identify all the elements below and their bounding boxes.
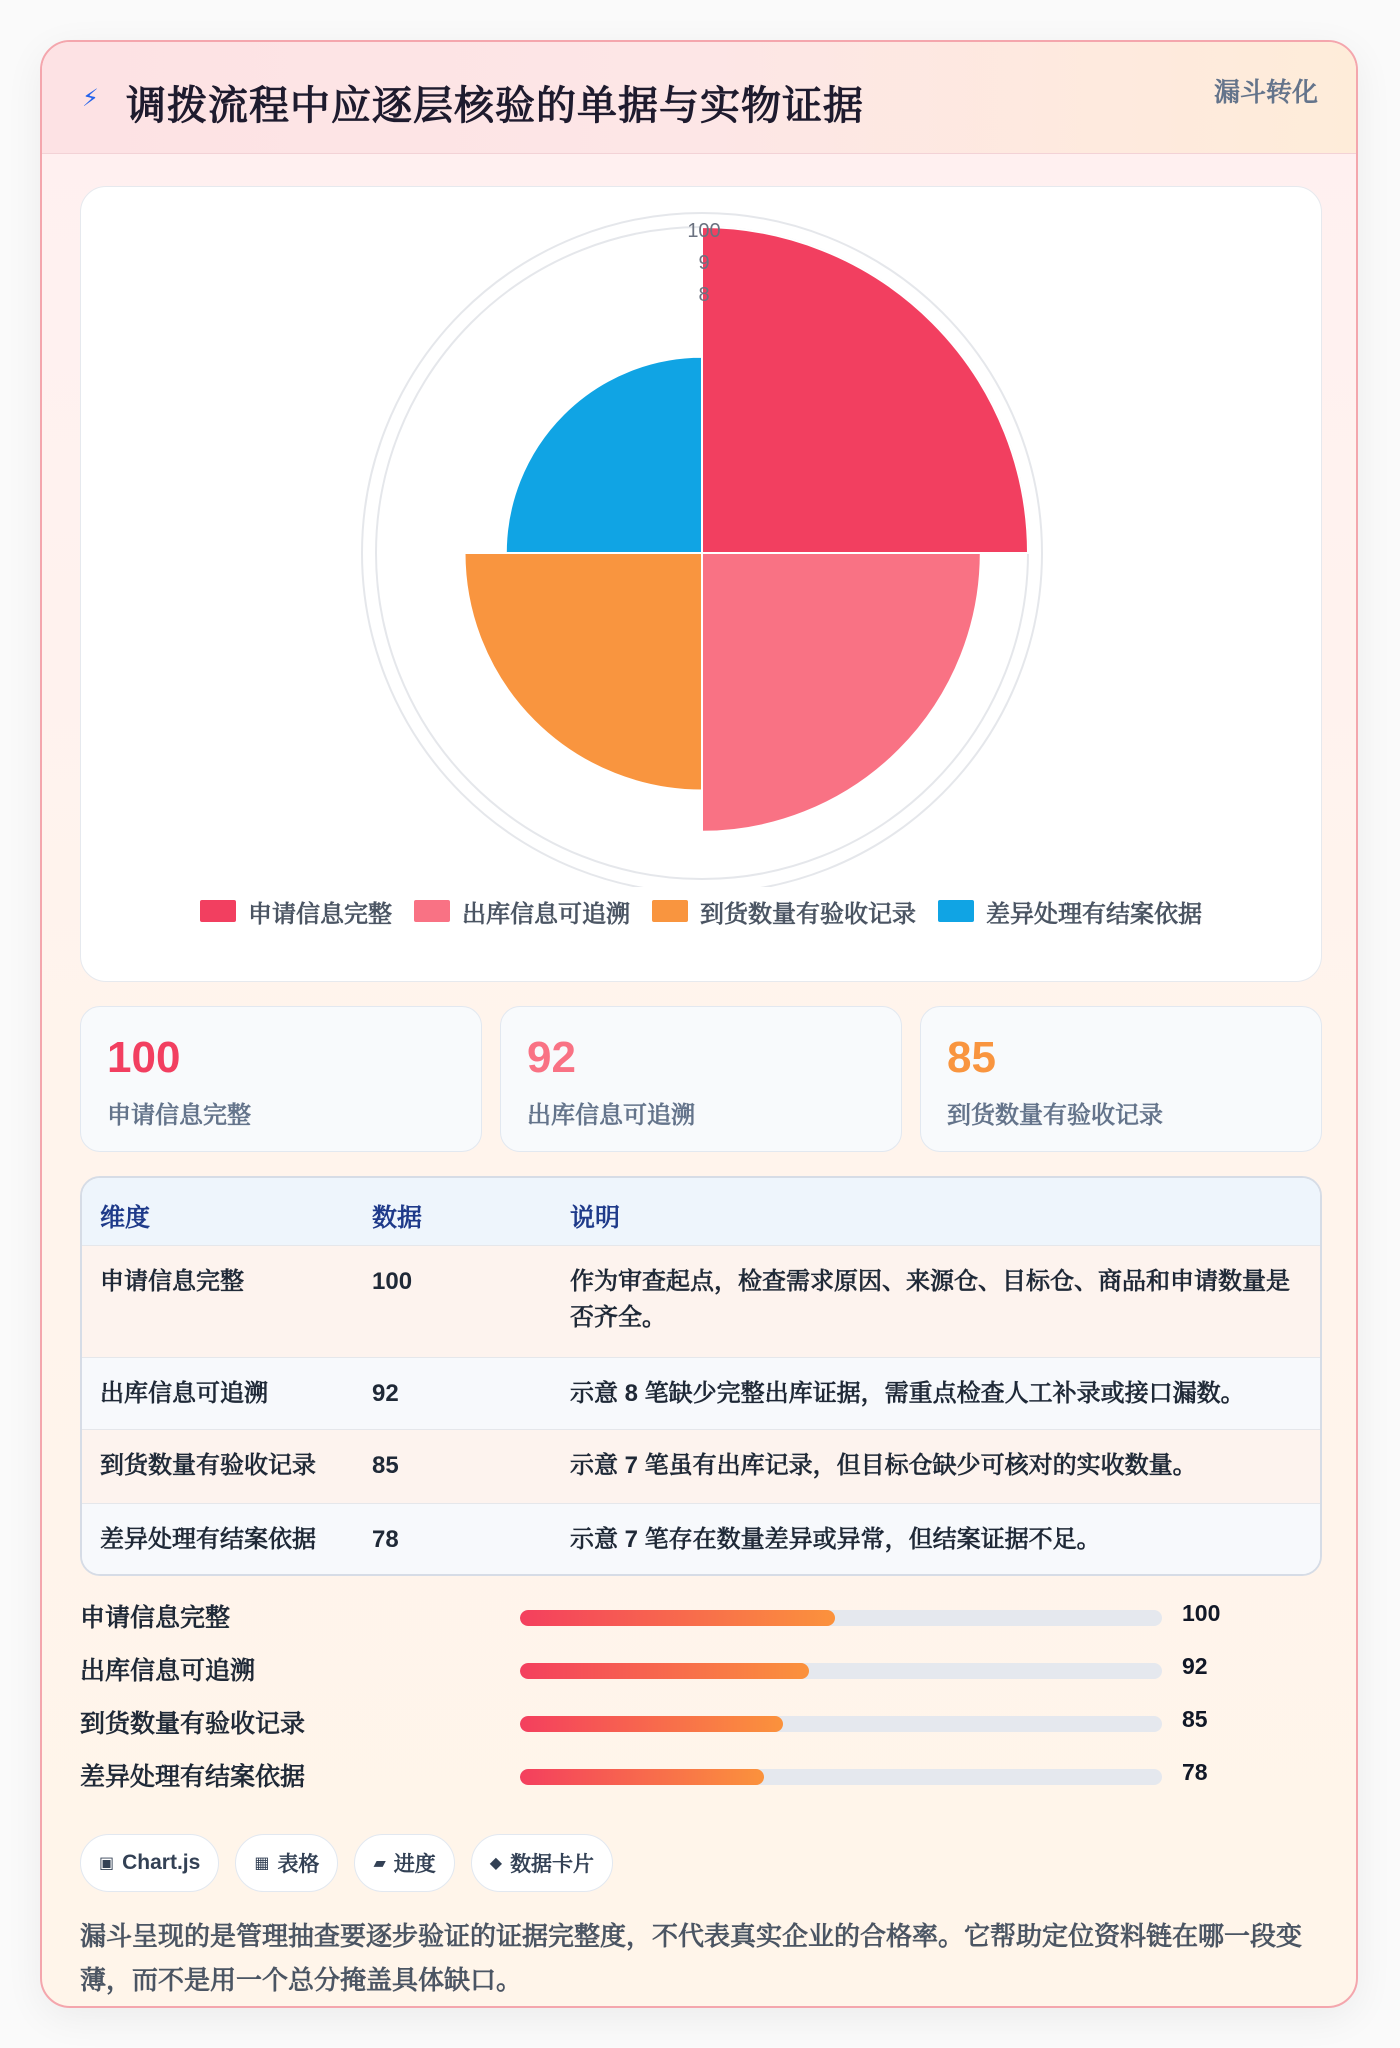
progress-label: 出库信息可追溯: [80, 1657, 256, 1685]
chip-label: 进度: [393, 1853, 436, 1876]
progress-row: [80, 1649, 1322, 1689]
progress-label: 到货数量有验收记录: [80, 1710, 306, 1738]
table-cell-value: 85: [372, 1452, 399, 1479]
card-header: [42, 42, 1356, 154]
stat-card: [80, 1006, 482, 1152]
progress-track: [520, 1716, 1162, 1732]
legend-item[interactable]: [652, 894, 916, 929]
progress-bars: [80, 1596, 1322, 1816]
progress-value: 92: [1182, 1653, 1208, 1679]
table-header-row: [82, 1178, 1320, 1246]
chip-label: 数据卡片: [510, 1853, 595, 1876]
table-header-cell: 说明: [570, 1204, 621, 1232]
stat-label: 申请信息完整: [107, 1102, 251, 1129]
radial-tick-label: 100: [687, 220, 721, 242]
progress-label: 差异处理有结案依据: [80, 1763, 306, 1791]
polar-wedge[interactable]: [506, 357, 702, 553]
stat-value: 100: [107, 1033, 181, 1082]
legend-swatch: [200, 900, 236, 922]
legend-item[interactable]: [414, 894, 630, 929]
table-row: [82, 1504, 1320, 1576]
chart-icon: ▣: [99, 1855, 115, 1872]
progress-label: 申请信息完整: [80, 1604, 231, 1632]
footnote: 漏斗呈现的是管理抽查要逐步验证的证据完整度，不代表真实企业的合格率。它帮助定位资料链在哪一段变薄，而不是用一个总分掩盖具体缺口。: [80, 1921, 1303, 1995]
legend-swatch: [414, 900, 450, 922]
table-cell-description: 示意 7 笔虽有出库记录，但目标仓缺少可核对的实收数量。: [570, 1452, 1197, 1479]
progress-track: [520, 1769, 1162, 1785]
table-cell-description: 示意 8 笔缺少完整出库证据，需重点检查人工补录或接口漏数。: [570, 1380, 1245, 1407]
table-cell-value: 100: [372, 1268, 413, 1295]
progress-icon: ▰: [373, 1855, 386, 1872]
report-card: [40, 40, 1358, 2008]
progress-track: [520, 1610, 1162, 1626]
stat-value: 85: [947, 1033, 996, 1082]
table-cell-dimension: 出库信息可追溯: [100, 1380, 268, 1407]
table-cell-value: 92: [372, 1380, 399, 1407]
legend-item[interactable]: [938, 894, 1202, 929]
polar-wedge[interactable]: [465, 553, 703, 791]
legend-label: 申请信息完整: [248, 900, 392, 928]
progress-track: [520, 1663, 1162, 1679]
data-table: [80, 1176, 1322, 1576]
progress-row: [80, 1755, 1322, 1795]
chart-type-tag: 漏斗转化: [1213, 77, 1318, 107]
legend-label: 出库信息可追溯: [462, 900, 630, 928]
table-row: [82, 1358, 1320, 1430]
table-cell-dimension: 申请信息完整: [100, 1268, 244, 1295]
progress-value: 78: [1182, 1759, 1208, 1785]
card-icon: ◆: [489, 1855, 503, 1872]
polar-wedge[interactable]: [702, 553, 981, 832]
table-header-cell: 数据: [372, 1204, 423, 1232]
legend-label: 到货数量有验收记录: [700, 900, 916, 928]
tag-chips: [80, 1834, 613, 1892]
progress-fill: [520, 1610, 835, 1626]
polar-wedge[interactable]: [702, 227, 1028, 553]
table-cell-dimension: 差异处理有结案依据: [100, 1526, 316, 1553]
chip-data-card[interactable]: [471, 1834, 613, 1892]
stat-label: 到货数量有验收记录: [947, 1102, 1163, 1129]
chip-table[interactable]: [235, 1834, 338, 1892]
table-cell-value: 78: [372, 1526, 399, 1553]
chip-label: 表格: [277, 1853, 320, 1876]
progress-fill: [520, 1663, 809, 1679]
stat-card: [500, 1006, 902, 1152]
table-header-cell: 维度: [100, 1204, 151, 1232]
table-cell-description: 示意 7 笔存在数量差异或异常，但结案证据不足。: [570, 1526, 1101, 1553]
legend-item[interactable]: [200, 894, 392, 929]
table-cell-description: 作为审查起点，检查需求原因、来源仓、目标仓、商品和申请数量是否齐全。: [570, 1268, 1290, 1331]
radial-tick-label: 8: [698, 284, 710, 306]
stat-cards: [80, 1006, 1322, 1152]
legend-label: 差异处理有结案依据: [986, 900, 1202, 928]
table-cell-dimension: 到货数量有验收记录: [100, 1452, 316, 1479]
progress-row: [80, 1596, 1322, 1636]
legend-swatch: [652, 900, 688, 922]
chip-label: Chart.js: [122, 1851, 201, 1874]
chip-chartjs[interactable]: [80, 1834, 219, 1892]
progress-value: 100: [1182, 1600, 1221, 1626]
table-row: [82, 1246, 1320, 1358]
bolt-icon: ⚡: [82, 85, 99, 112]
table-icon: ▦: [254, 1855, 270, 1872]
stat-card: [920, 1006, 1322, 1152]
progress-fill: [520, 1769, 764, 1785]
radial-tick-label: 9: [698, 252, 710, 274]
chip-progress[interactable]: [354, 1834, 454, 1892]
stat-value: 92: [527, 1033, 576, 1082]
progress-value: 85: [1182, 1706, 1208, 1732]
page-title: 调拨流程中应逐层核验的单据与实物证据: [126, 84, 864, 128]
legend-swatch: [938, 900, 974, 922]
stat-label: 出库信息可追溯: [527, 1102, 695, 1129]
progress-row: [80, 1702, 1322, 1742]
polar-area-chart: [81, 187, 1323, 887]
chart-panel: [80, 186, 1322, 982]
progress-fill: [520, 1716, 783, 1732]
table-row: [82, 1430, 1320, 1504]
chart-legend: [81, 893, 1321, 929]
